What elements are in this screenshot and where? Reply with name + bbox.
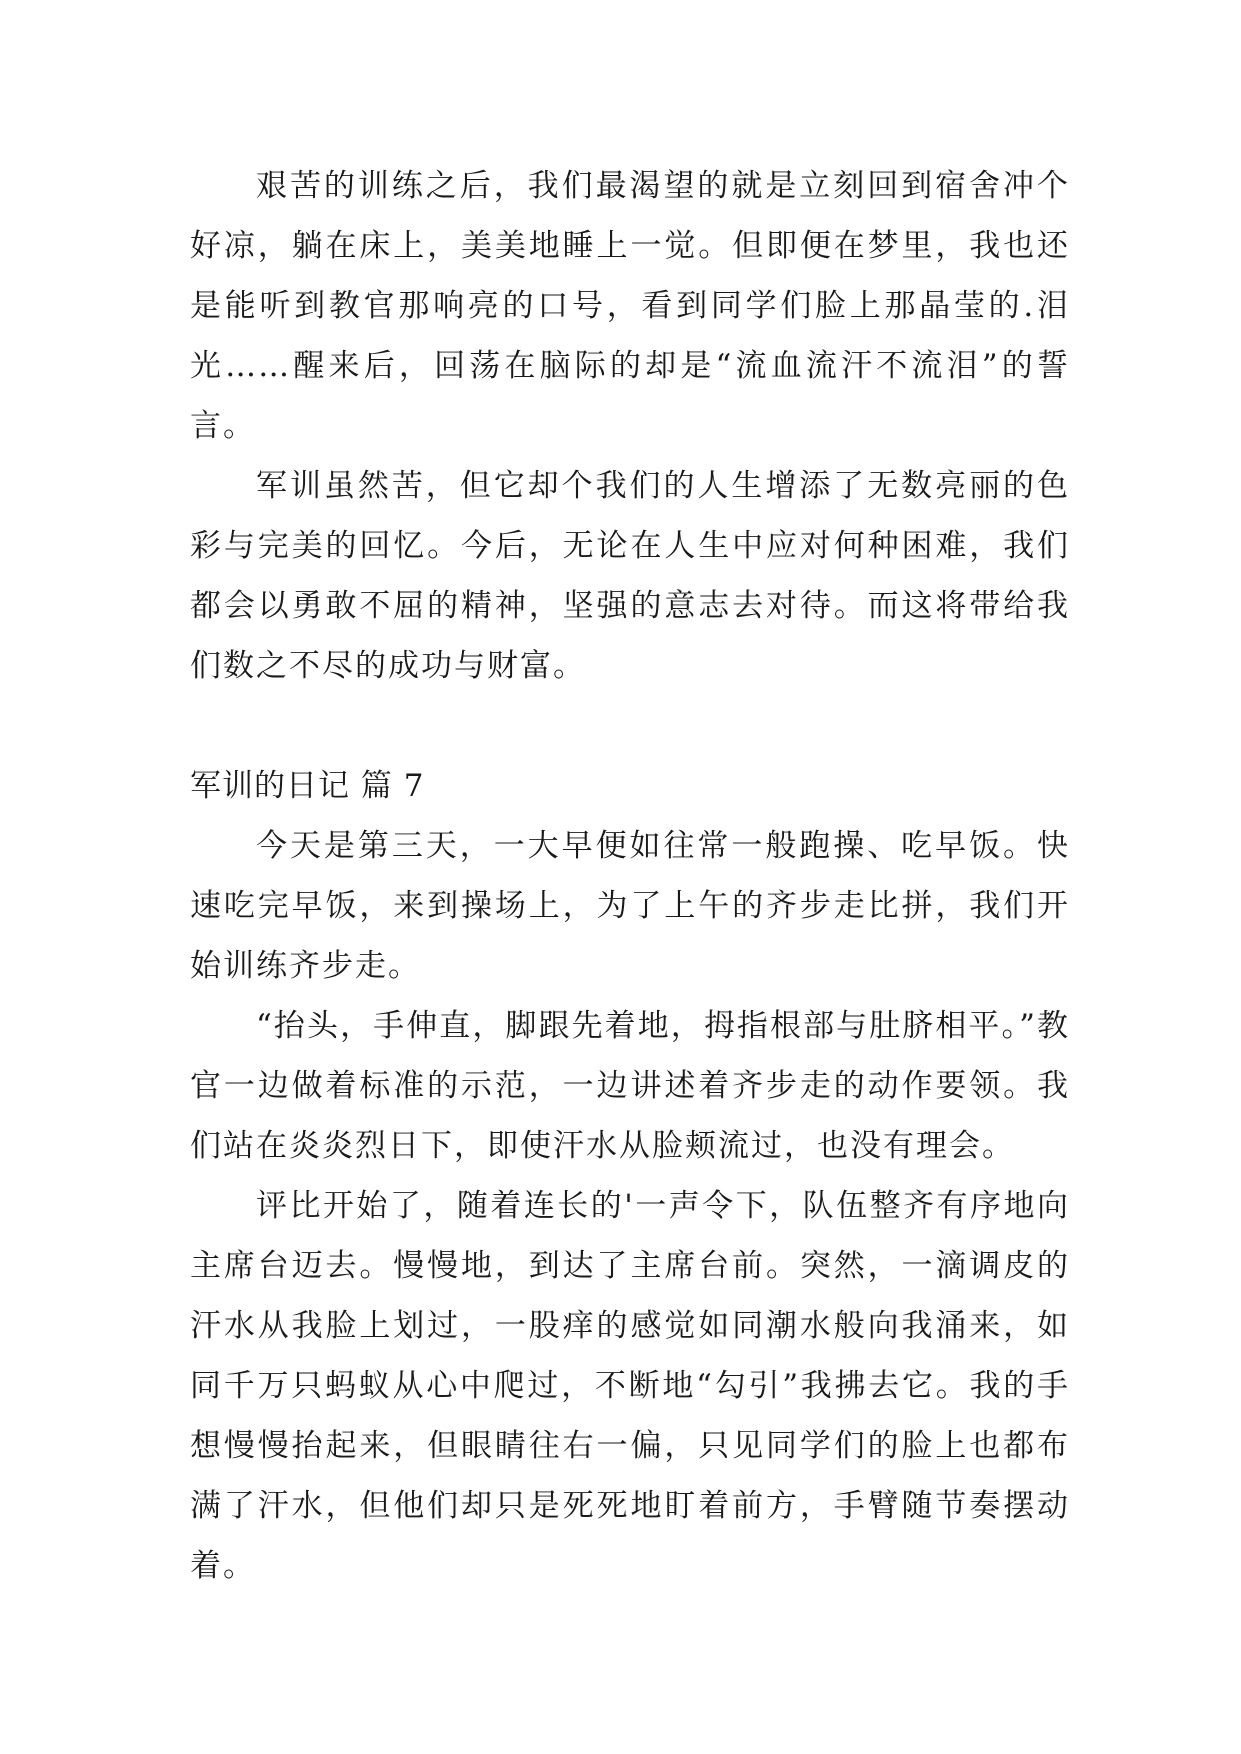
- section-title: 军训的日记 篇 7: [190, 768, 425, 804]
- paragraph-instructor-quote: “抬头，手伸直，脚跟先着地，拇指根部与肚脐相平。”教官一边做着标准的示范，一边讲述着齐步走的动作要领。我们站在炎炎烈日下，即使汗水从脸颊流过，也没有理会。: [190, 1008, 1070, 1164]
- section-gap: [190, 696, 1070, 756]
- paragraph-training-reflection: 军训虽然苦，但它却个我们的人生增添了无数亮丽的色彩与完美的回忆。今后，无论在人生中应对何种困难，我们都会以勇敢不屈的精神，坚强的意志去对待。而这将带给我们数之不尽的成功与财富。: [190, 468, 1070, 684]
- paragraph-training-night: 艰苦的训练之后，我们最渴望的就是立刻回到宿舍冲个好凉，躺在床上，美美地睡上一觉。但即便在梦里，我也还是能听到教官那响亮的口号，看到同学们脸上那晶莹的.泪光……醒来后，回荡在脑际的却是“流血流汗不流泪”的誓言。: [190, 168, 1070, 444]
- paragraph-day-three: 今天是第三天，一大早便如往常一般跑操、吃早饭。快速吃完早饭，来到操场上，为了上午的齐步走比拼，我们开始训练齐步走。: [190, 828, 1070, 984]
- document-body: [190, 156, 1070, 1596]
- paragraph-evaluation: 评比开始了，随着连长的'一声令下，队伍整齐有序地向主席台迈去。慢慢地，到达了主席台前。突然，一滴调皮的汗水从我脸上划过，一股痒的感觉如同潮水般向我涌来，如同千万只蚂蚁从心中爬过，不断地“勾引”我拂去它。我的手想慢慢抬起来，但眼睛往右一偏，只见同学们的脸上也都布满了汗水，但他们却只是死死地盯着前方，手臂随节奏摆动着。: [190, 1188, 1070, 1584]
